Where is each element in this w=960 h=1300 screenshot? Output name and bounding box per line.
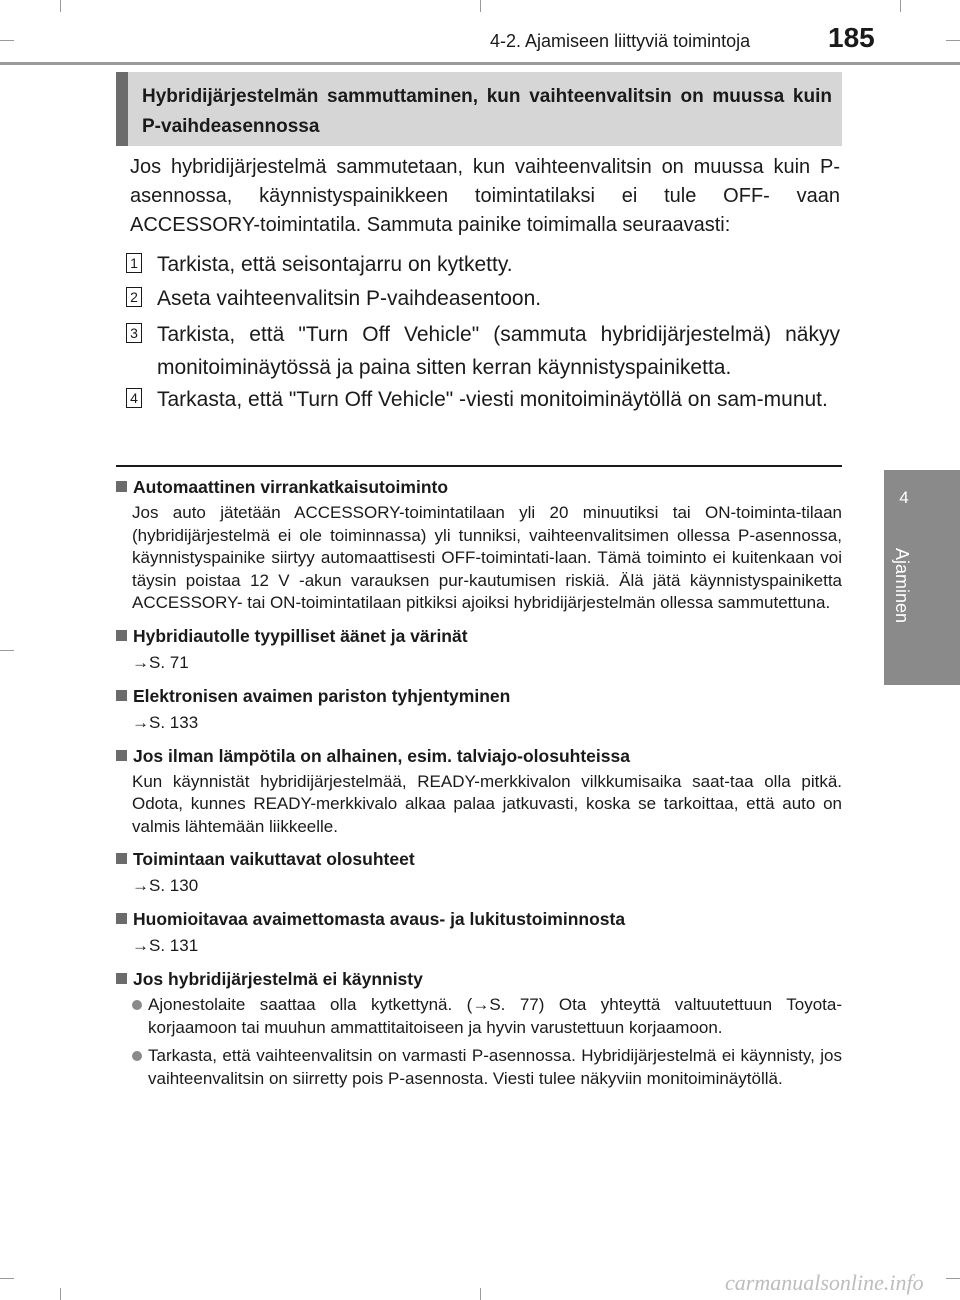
note-item xyxy=(116,743,842,839)
note-heading-text: Jos ilman lämpötila on alhainen, esim. talviajo-olosuhteissa xyxy=(133,745,630,766)
note-heading xyxy=(116,474,842,500)
square-bullet-icon xyxy=(116,973,127,984)
chapter-number: 4 xyxy=(899,488,909,507)
note-item xyxy=(116,623,842,675)
step-number: 4 xyxy=(126,388,142,408)
note-item xyxy=(116,966,842,1090)
page-header xyxy=(0,0,960,70)
note-heading-text: Elektronisen avaimen pariston tyhjentyminen xyxy=(133,685,511,706)
crop-mark xyxy=(480,1288,481,1300)
step-number: 2 xyxy=(126,287,142,307)
section-divider xyxy=(116,465,842,467)
square-bullet-icon xyxy=(116,853,127,864)
note-heading-text: Automaattinen virrankatkaisutoiminto xyxy=(133,477,449,497)
section-title: Hybridijärjestelmän sammuttaminen, kun vaihteenvalitsin on muussa kuin P-vaihdeasennossa xyxy=(142,86,832,137)
square-bullet-icon xyxy=(116,481,127,492)
note-body: Kun käynnistät hybridijärjestelmää, READY-merkkivalon vilkkumisaika saat-taa olla pitkä. Odota, kunnes READY-merkkivalo alkaa palaa jatkuvasti, koska se tarkoittaa, että auto on valmis lähtemään liikkeelle. xyxy=(132,771,842,836)
running-head: 4-2. Ajamiseen liittyviä toimintoja xyxy=(490,31,751,51)
header-rule xyxy=(0,62,960,65)
page-reference: →S. 131 xyxy=(132,936,199,955)
step-number: 1 xyxy=(126,253,142,273)
note-heading xyxy=(116,683,842,709)
note-heading xyxy=(116,743,842,769)
square-bullet-icon xyxy=(116,750,127,761)
note-heading-text: Toimintaan vaikuttavat olosuhteet xyxy=(133,849,415,869)
page-reference: →S. 71 xyxy=(132,652,189,672)
crop-mark xyxy=(946,1278,960,1279)
notes-list xyxy=(116,474,842,1098)
chapter-tab xyxy=(884,470,960,685)
page-reference: →S. 130 xyxy=(132,876,199,895)
square-bullet-icon xyxy=(116,913,127,924)
note-body: Jos auto jätetään ACCESSORY-toimintatilaan yli 20 minuutiksi tai ON-toiminta-tilaan (hybridijärjestelmä ei ole toiminnassa) yli tunniksi, vaihteenvalitsimen ollessa P-asennossa, käynnistyspainike siirtyy automaattisesti OFF-toimintati-laan. Tämä toiminto ei kuitenkaan voi täysin poistaa 12 V -akun varauksen pur-kautumisen riskiä. Älä jätä käynnistyspainiketta ACCESSORY- tai ON-toimintatilaan pitkiksi ajoiksi hybridijärjestelmän ollessa sammutettuna. xyxy=(132,503,842,612)
square-bullet-icon xyxy=(116,690,127,701)
note-heading xyxy=(116,966,842,992)
note-heading xyxy=(116,623,842,649)
note-heading-text: Hybridiautolle tyypilliset äänet ja värinät xyxy=(133,625,468,646)
round-bullet-icon xyxy=(132,1051,142,1061)
note-heading-text: Huomioitavaa avaimettomasta avaus- ja lukitustoiminnosta xyxy=(133,909,626,929)
crop-mark xyxy=(0,650,14,651)
note-item xyxy=(116,906,842,958)
step-text: Aseta vaihteenvalitsin P-vaihdeasentoon. xyxy=(157,287,542,310)
note-heading xyxy=(116,846,842,872)
round-bullet-icon xyxy=(132,1000,142,1010)
step-number: 3 xyxy=(126,323,142,343)
note-item xyxy=(116,474,842,615)
section-heading-bar xyxy=(116,72,128,146)
chapter-label: Ajaminen xyxy=(892,548,912,624)
note-heading xyxy=(116,906,842,932)
section-heading-box xyxy=(116,72,842,146)
watermark: carmanualsonline.info xyxy=(725,1270,924,1295)
intro-paragraph: Jos hybridijärjestelmä sammutetaan, kun vaihteenvalitsin on muussa kuin P-asennossa, käynnistyspainikkeen toimintatilaksi ei tule OFF- vaan ACCESSORY-toimintatila. Sammuta painike toimimalla seuraavasti: xyxy=(130,156,840,236)
note-heading-text: Jos hybridijärjestelmä ei käynnisty xyxy=(133,969,423,989)
step-text: Tarkasta, että "Turn Off Vehicle" -viesti monitoiminäytöllä on sam-munut. xyxy=(157,388,828,411)
step-text: Tarkista, että "Turn Off Vehicle" (sammuta hybridijärjestelmä) näkyy monitoiminäytössä ja paina sitten kerran käynnistyspainiketta. xyxy=(157,323,840,379)
bullet-text: Tarkasta, että vaihteenvalitsin on varmasti P-asennossa. Hybridijärjestelmä ei käynnisty, jos vaihteenvalitsin on siirretty pois P-asennosta. Viesti tulee näkyviin monitoiminäytöllä. xyxy=(148,1046,842,1088)
round-bullet-item xyxy=(132,994,842,1039)
round-bullet-item xyxy=(132,1045,842,1090)
step-text: Tarkista, että seisontajarru on kytketty. xyxy=(157,253,513,276)
bullet-text: Ajonestolaite saattaa olla kytkettynä. (→S. 77) Ota yhteyttä valtuutettuun Toyota-korjaamoon tai muuhun ammattitaitoiseen ja hyvin varustettuun korjaamoon. xyxy=(148,995,842,1037)
note-item xyxy=(116,846,842,898)
square-bullet-icon xyxy=(116,630,127,641)
page-reference: →S. 133 xyxy=(132,712,199,732)
crop-mark xyxy=(60,1288,61,1300)
page-number: 185 xyxy=(828,22,875,53)
crop-mark xyxy=(0,1278,14,1279)
note-item xyxy=(116,683,842,735)
